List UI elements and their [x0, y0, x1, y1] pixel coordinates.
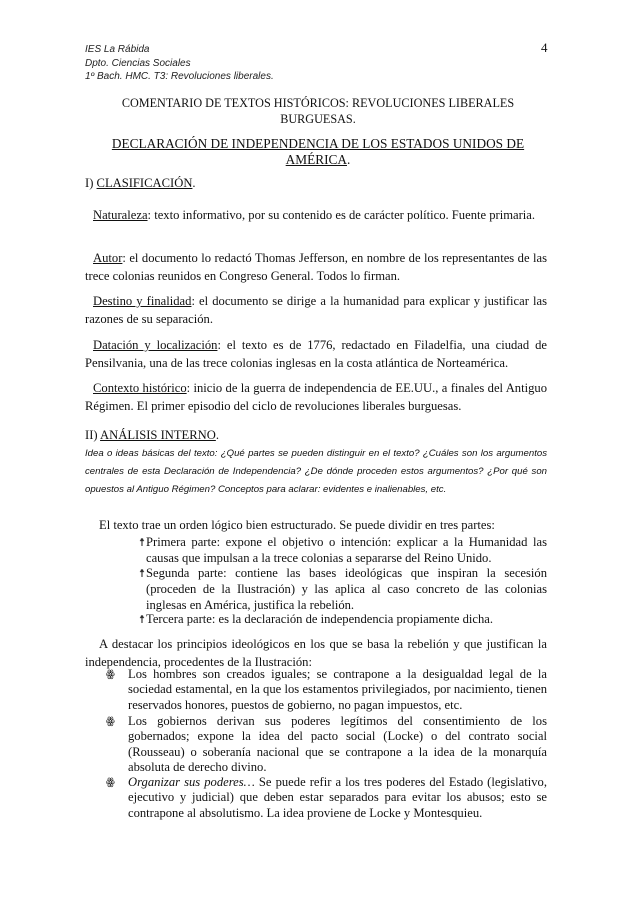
part-item-1	[139, 535, 547, 567]
principle-lead: Organizar sus poderes…	[128, 775, 255, 789]
part-text: Primera parte: expone el objetivo o intención: explicar a la Humanidad las causas que impulsan a la trece colonias a separarse del Reino Unido.	[146, 535, 547, 566]
header-school: IES La Rábida	[85, 44, 150, 55]
item-text: : texto informativo, por su contenido es de carácter político. Fuente primaria.	[147, 208, 536, 222]
item-text: : el texto es de 1776, redactado en Filadelfia, una ciudad de Pensilvania, una de las trece colonias inglesas en la costa atlántica de Norteamérica.	[85, 338, 547, 370]
item-text: : el documento se dirige a la humanidad para explicar y justificar las razones de su separación.	[85, 294, 547, 326]
item-text: : el documento lo redactó Thomas Jefferson, en nombre de los representantes de las trece colonias reunidos en Congreso General. Todos lo firman.	[85, 251, 547, 283]
item-text: : inicio de la guerra de independencia de EE.UU., a finales del Antiguo Régimen. El primer episodio del ciclo de revoluciones liberales burguesas.	[85, 381, 547, 413]
principle-text: Se puede refir a los tres poderes del Estado (legislativo, ejecutivo y judicial) que deben estar separados para evitar los abusos; esto se contrapone al absolutismo. La idea proviene de Locke y Montesquieu.	[128, 775, 547, 820]
header-course: 1º Bach. HMC. T3: Revoluciones liberales.	[85, 71, 274, 82]
item-term: Contexto histórico	[93, 381, 187, 395]
page-number: 4	[541, 40, 548, 55]
part-item-2	[139, 566, 547, 613]
page-header	[85, 43, 274, 84]
principles-intro-text: A destacar los principios ideológicos en los que se basa la rebelión y que justifican la independencia, procedentes de la Ilustración:	[85, 637, 547, 669]
item-term: Autor	[93, 251, 123, 265]
ornament-bullet-icon: ꙮ	[106, 716, 115, 727]
part-text: Segunda parte: contiene las bases ideológicas que inspiran la secesión (proceden de la Ilustración) y las aplica al caso concreto de las colonias inglesas en América, justifica la rebelión.	[146, 566, 547, 612]
structure-intro	[85, 517, 547, 535]
ornament-bullet-icon: ꙮ	[106, 777, 115, 788]
structure-intro-text: El texto trae un orden lógico bien estructurado. Se puede dividir en tres partes:	[99, 518, 495, 532]
principle-item-1	[106, 667, 547, 713]
document-title-text: DECLARACIÓN DE INDEPENDENCIA DE LOS ESTADOS UNIDOS DE AMÉRICA	[111, 136, 525, 167]
section-1-heading-text: CLASIFICACIÓN	[96, 176, 193, 190]
main-title: COMENTARIO DE TEXTOS HISTÓRICOS: REVOLUCIONES LIBERALES BURGUESAS.	[121, 96, 515, 126]
section-1-heading: I) CLASIFICACIÓN.	[85, 176, 196, 190]
principle-item-2	[106, 714, 547, 776]
header-department: Dpto. Ciencias Sociales	[85, 57, 191, 69]
cross-bullet-icon: ☨	[139, 537, 145, 549]
clasificacion-item-autor	[85, 250, 547, 286]
clasificacion-item-destino	[85, 293, 547, 329]
section-2-heading: II) ANÁLISIS INTERNO.	[85, 428, 219, 442]
section-2-heading-text: ANÁLISIS INTERNO	[100, 428, 216, 442]
clasificacion-item-contexto	[85, 380, 547, 416]
cross-bullet-icon: ☨	[139, 614, 145, 626]
item-term: Datación y localización	[93, 338, 218, 352]
analysis-guiding-question: Idea o ideas básicas del texto: ¿Qué partes se pueden distinguir en el texto? ¿Cuáles son los argumentos centrales de esta Declaración de Independencia? ¿De dónde proceden estos argumentos? ¿Por qué son opuestos al Antiguo Régimen? Conceptos para aclarar: evidentes e inalienables, etc.	[85, 448, 547, 495]
cross-bullet-icon: ☨	[139, 568, 145, 580]
principle-text: Los gobiernos derivan sus poderes legítimos del consentimiento de los gobernados; expone la idea del pacto social (Locke) o del contrato social (Rousseau) o soberanía nacional que se contrapone a la idea de la monarquía absoluta de derecho divino.	[128, 714, 547, 775]
part-text: Tercera parte: es la declaración de independencia propiamente dicha.	[146, 612, 494, 626]
clasificacion-item-naturaleza	[85, 207, 547, 225]
principle-text: Los hombres son creados iguales; se contrapone a la desigualdad legal de la sociedad estamental, en la que los estamentos privilegiados, por nacimiento, tienen reservados honores, puestos de gobierno, no pagan impuestos, etc.	[128, 667, 547, 712]
item-term: Naturaleza	[93, 208, 148, 222]
clasificacion-item-datacion	[85, 337, 547, 373]
ornament-bullet-icon: ꙮ	[106, 669, 115, 680]
section-1-number: I)	[85, 176, 97, 190]
section-2-number: II)	[85, 428, 101, 442]
document-title: DECLARACIÓN DE INDEPENDENCIA DE LOS ESTADOS UNIDOS DE AMÉRICA.	[111, 136, 525, 167]
item-term: Destino y finalidad	[93, 294, 192, 308]
part-item-3	[139, 612, 547, 628]
principle-item-3	[106, 775, 547, 821]
